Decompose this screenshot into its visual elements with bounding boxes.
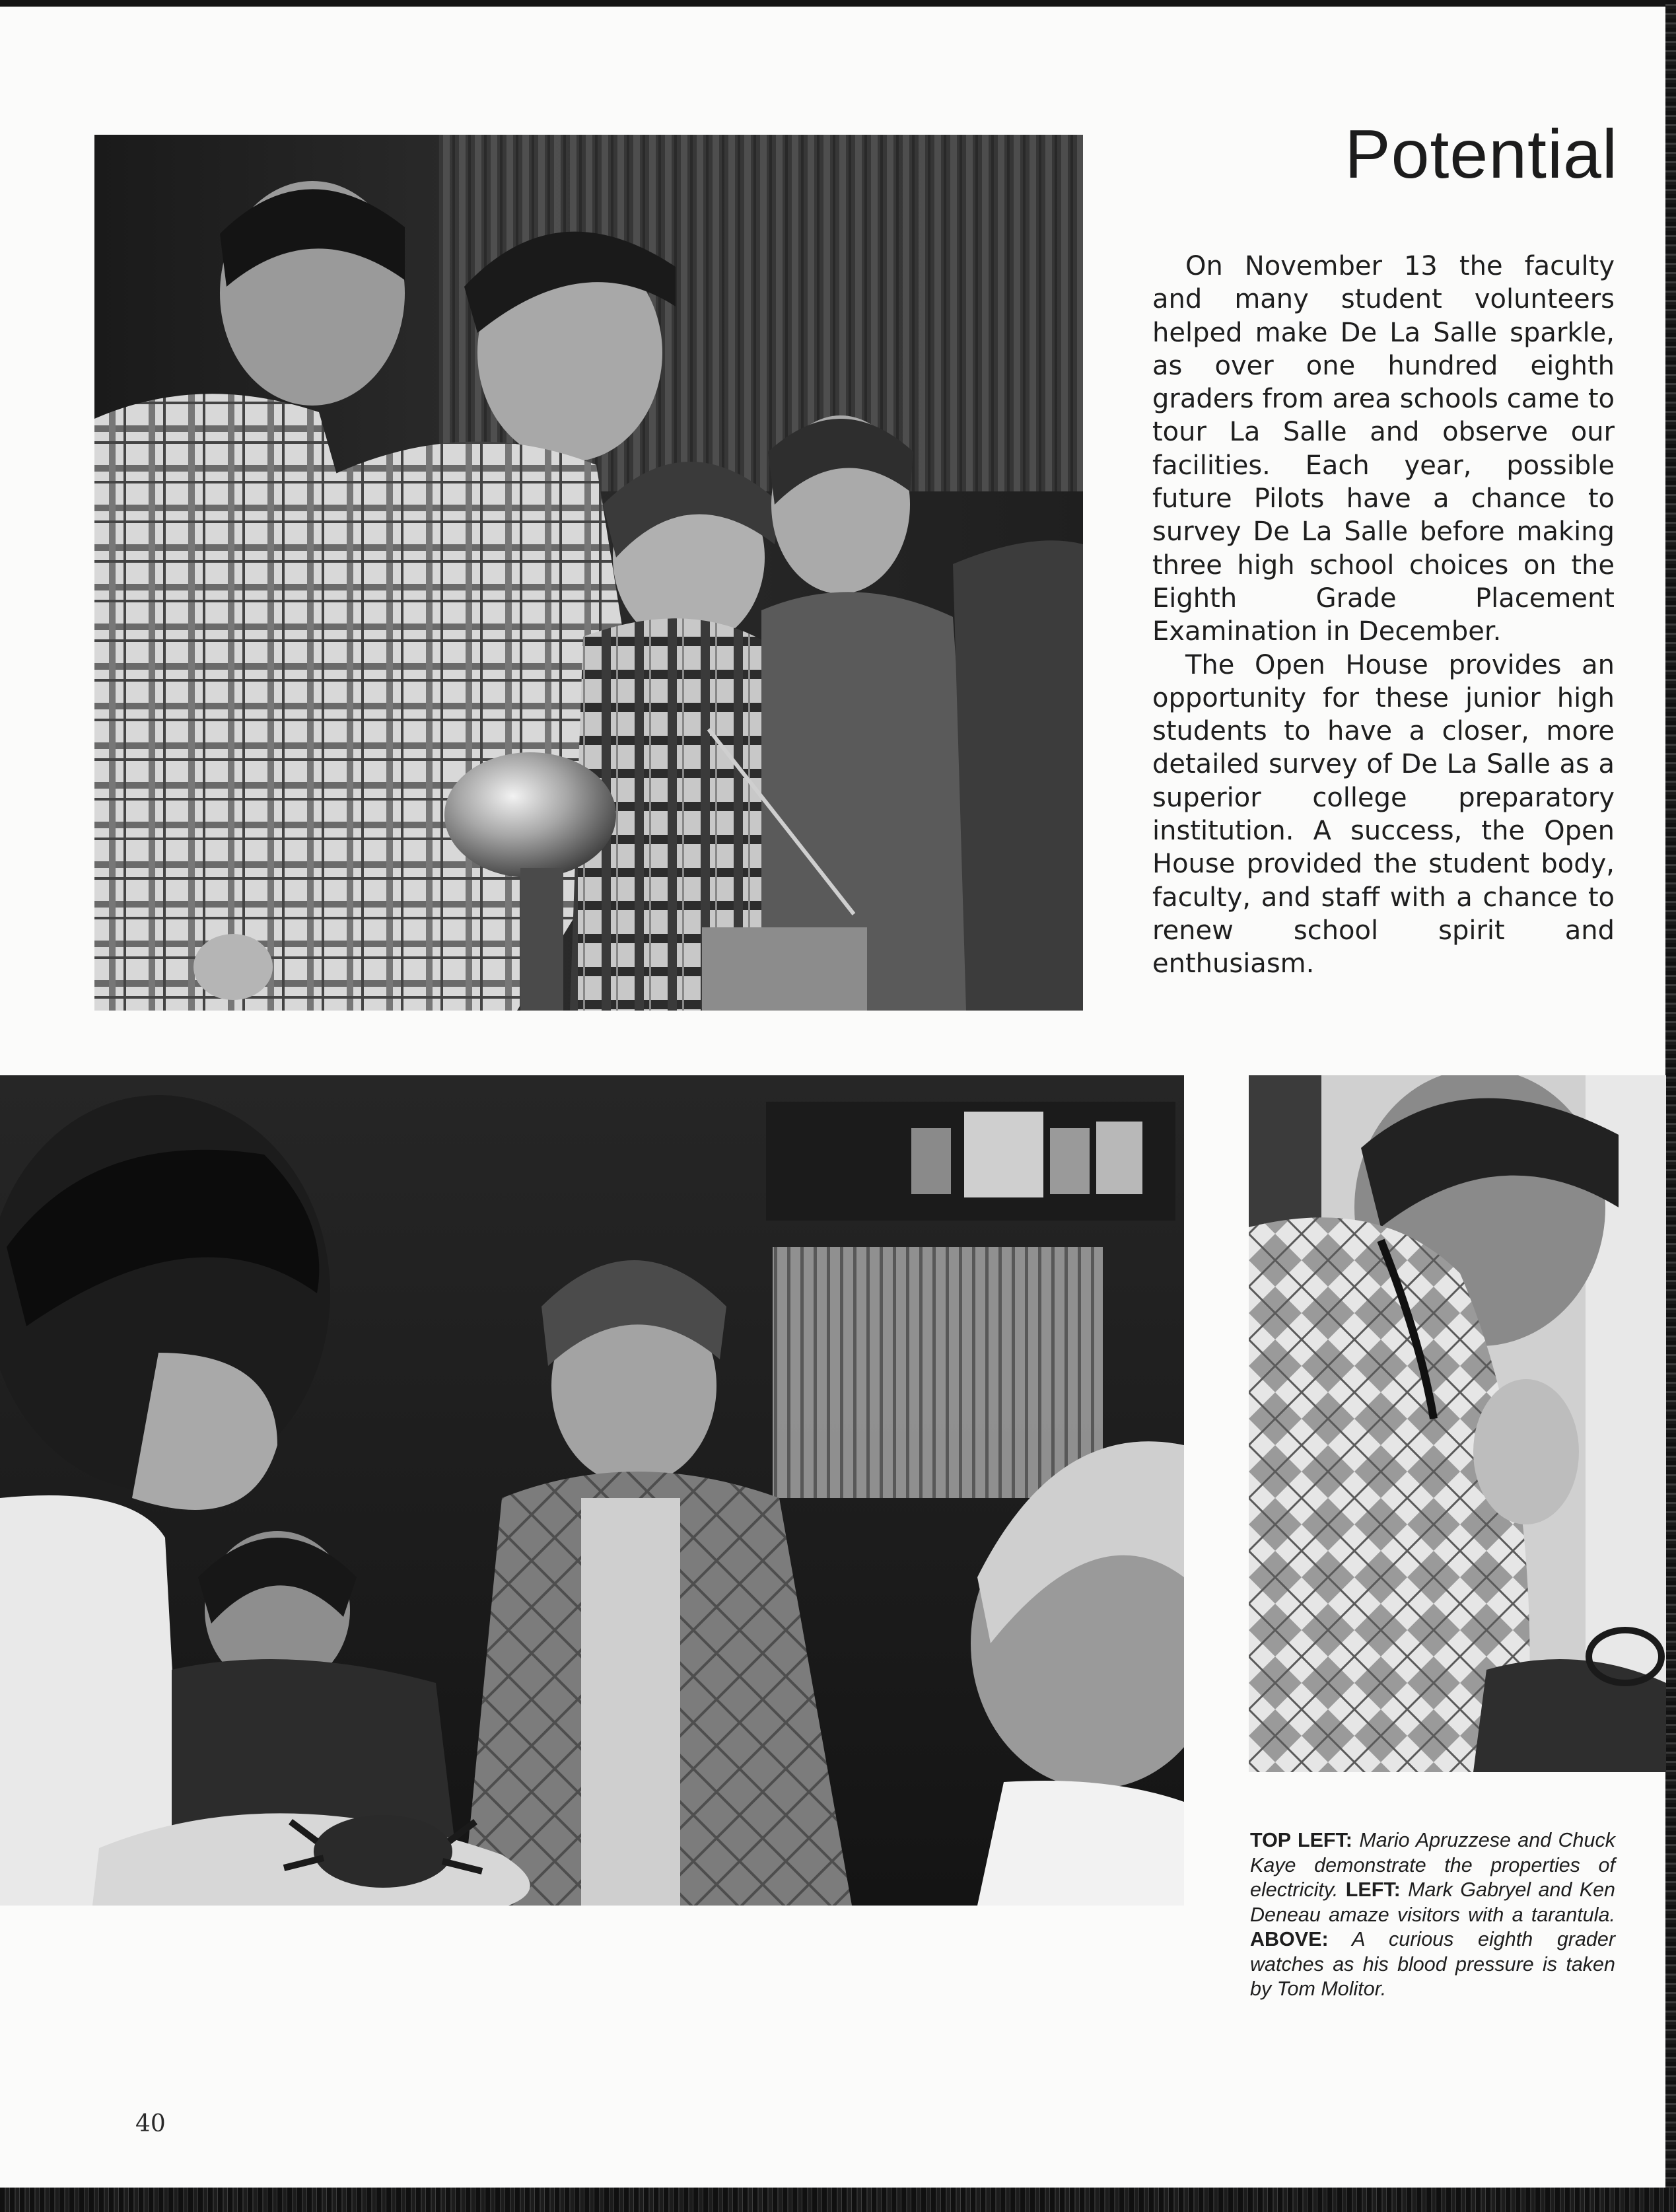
caption-label-left: LEFT: — [1345, 1878, 1401, 1901]
caption-text-left: Mark Gabryel and Ken Deneau amaze visitors with a tarantula. — [1250, 1878, 1616, 1926]
caption-text-above: A curious eighth grader watches as his blood pressure is taken by Tom Molitor. — [1250, 1928, 1615, 2000]
caption-label-above: ABOVE: — [1250, 1928, 1329, 1950]
scan-edge-top — [0, 0, 1676, 7]
article-paragraph: On November 13 the faculty and many student volunteers helped make De La Salle sparkle, as over one hundred eighth graders from area schools came to tour La Salle and observe our facilities. Each year, possible future Pilots have a chance to survey De La Salle before making three high school choices on the Eighth Grade Placement Examination in December. — [1152, 251, 1615, 647]
scan-edge-bottom — [0, 2188, 1676, 2212]
photo-blood-pressure — [1249, 1075, 1666, 1772]
article-body — [1152, 250, 1615, 981]
caption-label-top-left: TOP LEFT: — [1250, 1829, 1352, 1851]
photo-electricity-demo — [94, 135, 1083, 1011]
page-title: Potential — [1344, 116, 1618, 193]
photo-tarantula — [0, 1075, 1184, 1906]
page-number: 40 — [135, 2110, 166, 2137]
photo-caption — [1250, 1828, 1615, 2002]
scan-edge-right — [1665, 0, 1676, 2212]
caption-text-top-left: Mario Apruzzese and Chuck Kaye demonstrate the properties of electricity. — [1250, 1829, 1615, 1901]
article-paragraph: The Open House provides an opportunity for these junior high students to have a closer, more detailed survey of De La Salle as a superior college preparatory institution. A success, the Open House provided the student body, faculty, and staff with a chance to renew school spirit and enthusiasm. — [1152, 649, 1615, 980]
